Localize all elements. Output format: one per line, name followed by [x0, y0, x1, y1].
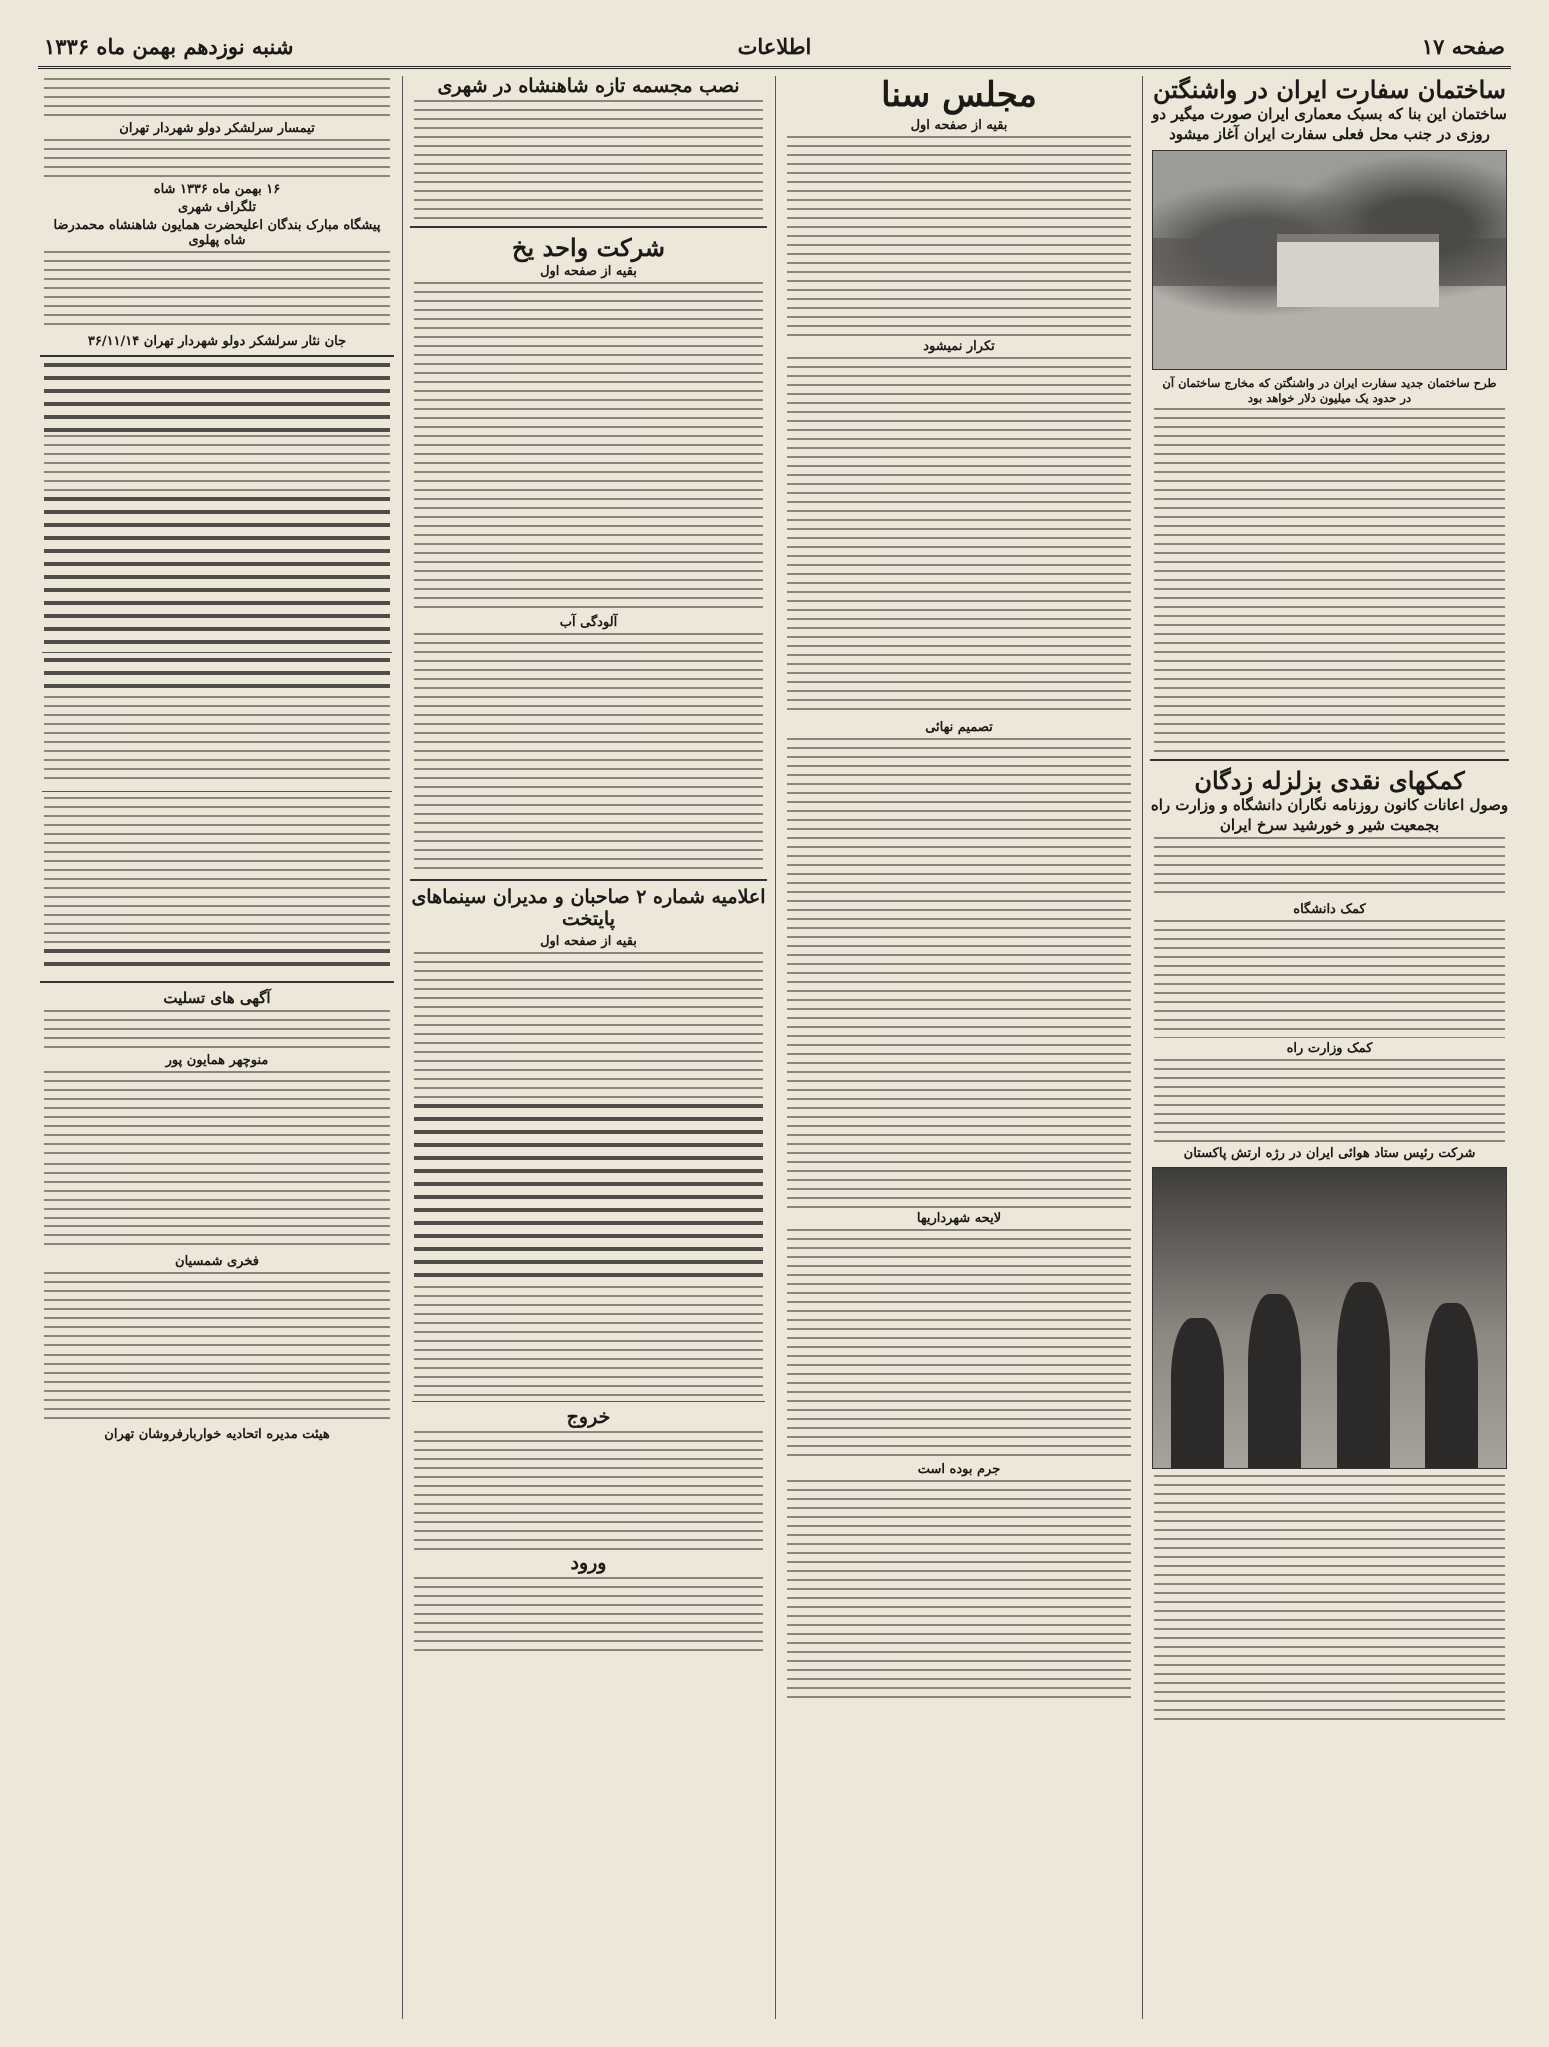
telegram-title: تیمسار سرلشکر دولو شهردار تهران	[119, 121, 315, 136]
condolence-4-name: فخری شمسیان	[175, 1254, 259, 1269]
ice-continued: بقیه از صفحه اول	[540, 264, 637, 280]
senate-continued: بقیه از صفحه اول	[910, 118, 1008, 134]
entry-headline: ورود	[570, 1551, 607, 1574]
column-senate	[781, 76, 1137, 2019]
column-middle	[408, 76, 769, 2019]
notice-2-text	[44, 696, 390, 786]
statue-headline: نصب مجسمه تازه شاهنشاه در شهری	[437, 76, 740, 97]
ice-text-1	[414, 282, 763, 612]
cinema-list	[414, 1104, 763, 1284]
condolence-1-text	[44, 1010, 390, 1050]
issue-date: شنبه نوزدهم بهمن ماه ۱۳۳۶	[44, 34, 294, 59]
city-telegram-label: تلگراف شهری	[177, 200, 257, 215]
congratulations-title: پیشگاه مبارک بندگان اعلیحضرت همایون شاهنشاه محمدرضا شاه پهلوی	[53, 218, 381, 248]
exit-headline: خروج	[566, 1406, 611, 1429]
page-number: صفحه ۱۷	[1421, 34, 1505, 59]
senate-subhead-crime: جرم بوده است	[917, 1462, 1001, 1478]
telegram-intro-text	[44, 78, 390, 118]
embassy-headline: ساختمان سفارت ایران در واشنگتن	[1152, 76, 1506, 104]
senate-subhead-repeat: تکرار نمیشود	[923, 339, 995, 355]
embassy-photo-caption: طرح ساختمان جدید سفارت ایران در واشنگتن که مخارج ساختمان آن در حدود یک میلیون دلار خواهد بود	[1162, 376, 1497, 406]
ministry-text	[1154, 1059, 1505, 1143]
senate-headline: مجلس سنا	[881, 76, 1037, 115]
cinema-text	[414, 952, 763, 1102]
relief-subhead: وصول اعانات کانون روزنامه نگاران دانشگاه و وزارت راه بجمعیت شیر و خورشید سرخ ایران	[1150, 795, 1509, 834]
cinema-text-2	[414, 1286, 763, 1396]
relief-subhead-university: کمک دانشگاه	[1293, 902, 1366, 918]
university-text	[1154, 920, 1505, 1038]
senate-text-1	[787, 136, 1131, 336]
condolence-1-name: منوچهر همایون پور	[165, 1053, 269, 1068]
family-names-2	[44, 497, 390, 647]
column-notices	[38, 76, 396, 2019]
exit-text	[414, 1431, 763, 1551]
masthead	[38, 30, 1511, 69]
statue-text	[414, 100, 763, 220]
pakistan-parade-photo	[1152, 1167, 1507, 1469]
ice-company-headline: شرکت واحد یخ	[512, 232, 665, 262]
family-names-3	[44, 658, 390, 694]
cinema-headline: اعلامیه شماره ۲ صاحبان و مدیران سینماهای پایتخت	[411, 886, 766, 931]
condolence-3-text	[44, 1163, 390, 1223]
column-divider	[1142, 76, 1143, 2019]
senate-text-4	[787, 1229, 1131, 1459]
condolence-ads-title: آگهی های تسلیت	[163, 989, 271, 1007]
condolence-2-text	[44, 1071, 390, 1161]
relief-subhead-ministry: کمک وزارت راه	[1286, 1041, 1373, 1057]
newspaper-name: اطلاعات	[737, 34, 812, 59]
ice-subhead-pollution: آلودگی آب	[559, 615, 618, 631]
senate-text-5	[787, 1480, 1131, 1700]
embassy-article-text	[1154, 408, 1505, 753]
notice-1-text	[44, 435, 390, 495]
relief-article-text	[1154, 837, 1505, 899]
senate-text-3	[787, 738, 1131, 1208]
telegram-text	[44, 139, 390, 179]
senate-subhead-decision: تصمیم نهائی	[925, 720, 993, 736]
condolence-6-text	[44, 1354, 390, 1424]
embassy-photo	[1152, 150, 1507, 370]
column-embassy	[1148, 76, 1511, 2019]
notice-3-text	[44, 797, 390, 947]
family-names-1	[44, 363, 390, 433]
condolence-5-text	[44, 1272, 390, 1352]
relief-headline: کمکهای نقدی بزلزله زدگان	[1194, 765, 1465, 795]
column-divider	[775, 76, 776, 2019]
senate-subhead-municipalities: لایحه شهرداریها	[916, 1211, 1002, 1227]
column-divider	[402, 76, 403, 2019]
union-footer: هیئت مدیره اتحادیه خواربارفروشان تهران	[104, 1427, 330, 1442]
mayor-signoff: جان نثار سرلشکر دولو شهردار تهران ۳۶/۱۱/۱۴	[87, 334, 347, 349]
ice-text-2	[414, 633, 763, 873]
pakistan-article-text	[1154, 1475, 1505, 1725]
condolence-4-text	[44, 1225, 390, 1251]
congratulations-text	[44, 251, 390, 331]
entry-text	[414, 1577, 763, 1657]
embassy-subhead: ساختمان این بنا که بسبک معماری ایران صورت میگیر دو روزی در جنب محل فعلی سفارت ایران آغاز میشود	[1152, 104, 1507, 143]
cinema-continued: بقیه از صفحه اول	[540, 934, 637, 950]
pakistan-photo-title: شرکت رئیس ستاد هوائی ایران در رژه ارتش پاکستان	[1183, 1146, 1476, 1162]
telegram-date: ۱۶ بهمن ماه ۱۳۳۶ شاه	[153, 182, 281, 197]
senate-text-2	[787, 357, 1131, 717]
notice-3-signature	[44, 949, 390, 975]
